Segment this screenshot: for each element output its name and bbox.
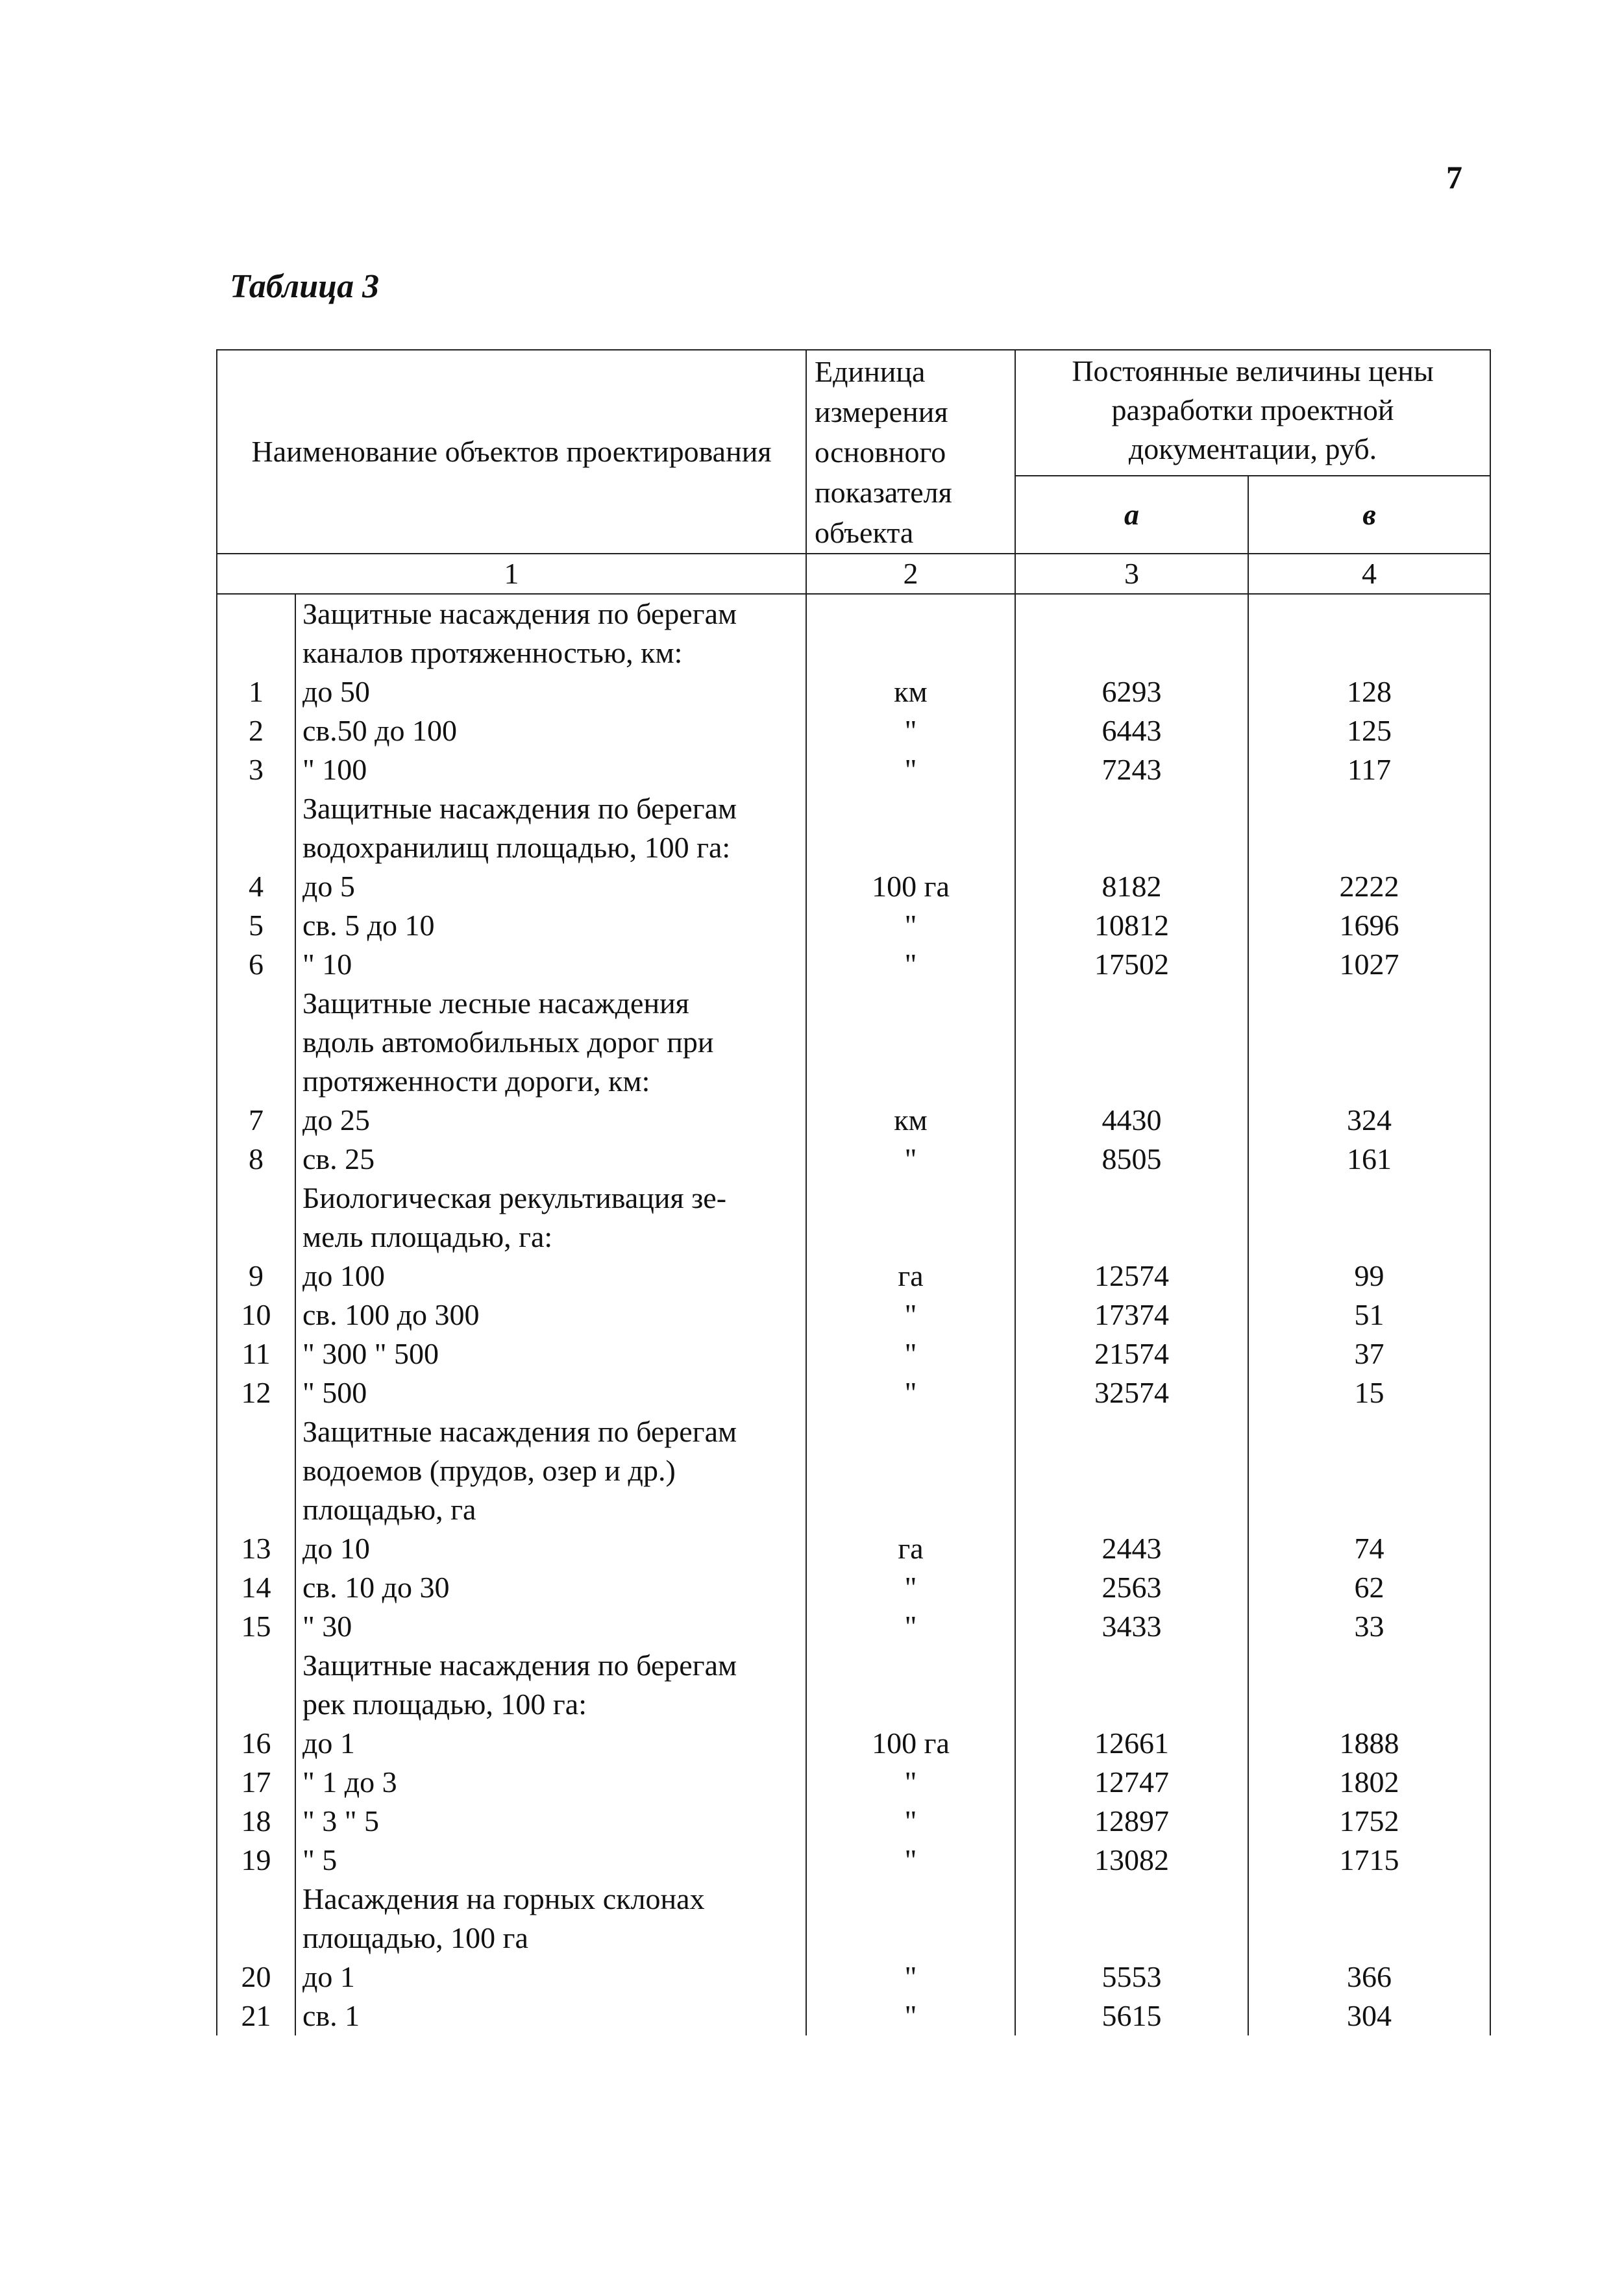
value-a: 7243 (1015, 750, 1248, 789)
unit-cell (806, 1490, 1015, 1529)
unit-cell: 100 га (806, 867, 1015, 906)
row-number (217, 594, 295, 633)
unit-cell (806, 633, 1015, 672)
value-a (1015, 789, 1248, 828)
unit-cell (806, 1919, 1015, 1958)
value-a: 2563 (1015, 1568, 1248, 1607)
table-row (217, 1412, 1490, 1451)
table-row (217, 1607, 1490, 1646)
object-name: рек площадью, 100 га: (295, 1685, 806, 1724)
header-name-column: Наименование объектов проектирования (217, 350, 806, 554)
table-row (217, 1880, 1490, 1919)
value-a (1015, 1451, 1248, 1490)
unit-cell (806, 1451, 1015, 1490)
table-row (217, 867, 1490, 906)
value-a (1015, 1218, 1248, 1257)
unit-cell: км (806, 1101, 1015, 1140)
value-b (1248, 1880, 1490, 1919)
unit-cell (806, 1179, 1015, 1218)
row-number: 9 (217, 1257, 295, 1296)
value-b: 125 (1248, 711, 1490, 750)
value-a: 6293 (1015, 672, 1248, 711)
column-number: 2 (806, 554, 1015, 594)
value-b: 324 (1248, 1101, 1490, 1140)
row-number (217, 1023, 295, 1062)
table-row (217, 1490, 1490, 1529)
row-number (217, 1685, 295, 1724)
object-name: св. 1 (295, 1997, 806, 2035)
value-b (1248, 1646, 1490, 1685)
value-b: 366 (1248, 1958, 1490, 1997)
object-name: " 1 до 3 (295, 1763, 806, 1802)
table-row (217, 672, 1490, 711)
value-b: 1696 (1248, 906, 1490, 945)
object-name: Защитные насаждения по берегам (295, 1412, 806, 1451)
table-row (217, 1140, 1490, 1179)
object-name: до 1 (295, 1724, 806, 1763)
value-b (1248, 1023, 1490, 1062)
row-number: 20 (217, 1958, 295, 1997)
value-b: 99 (1248, 1257, 1490, 1296)
value-b: 37 (1248, 1334, 1490, 1373)
value-b: 51 (1248, 1296, 1490, 1334)
unit-cell: " (806, 711, 1015, 750)
value-a (1015, 1179, 1248, 1218)
object-name: Защитные лесные насаждения (295, 984, 806, 1023)
header-sub-b: в (1248, 476, 1490, 554)
value-b (1248, 984, 1490, 1023)
table-row (217, 1841, 1490, 1880)
value-b: 74 (1248, 1529, 1490, 1568)
row-number: 13 (217, 1529, 295, 1568)
table-row (217, 1802, 1490, 1841)
table-row (217, 1296, 1490, 1334)
unit-cell: " (806, 906, 1015, 945)
object-name: до 50 (295, 672, 806, 711)
unit-cell: " (806, 1296, 1015, 1334)
value-b: 1802 (1248, 1763, 1490, 1802)
table-row (217, 1334, 1490, 1373)
unit-cell: га (806, 1257, 1015, 1296)
value-b: 2222 (1248, 867, 1490, 906)
table-row (217, 1373, 1490, 1412)
value-b (1248, 594, 1490, 633)
value-a: 21574 (1015, 1334, 1248, 1373)
unit-cell: га (806, 1529, 1015, 1568)
row-number (217, 1490, 295, 1529)
value-a (1015, 1023, 1248, 1062)
row-number (217, 1919, 295, 1958)
object-name: вдоль автомобильных дорог при (295, 1023, 806, 1062)
object-name: " 10 (295, 945, 806, 984)
row-number (217, 984, 295, 1023)
row-number (217, 1451, 295, 1490)
value-b (1248, 1218, 1490, 1257)
table-row (217, 1958, 1490, 1997)
table-row (217, 1919, 1490, 1958)
row-number: 15 (217, 1607, 295, 1646)
value-a (1015, 594, 1248, 633)
column-number: 1 (217, 554, 806, 594)
object-name: водоемов (прудов, озер и др.) (295, 1451, 806, 1490)
unit-cell: " (806, 945, 1015, 984)
unit-cell: " (806, 1607, 1015, 1646)
unit-cell (806, 984, 1015, 1023)
value-a: 3433 (1015, 1607, 1248, 1646)
column-number-row (217, 554, 1490, 594)
row-number (217, 1880, 295, 1919)
value-a (1015, 828, 1248, 867)
unit-cell: 100 га (806, 1724, 1015, 1763)
object-name: " 5 (295, 1841, 806, 1880)
table-row (217, 1062, 1490, 1101)
table-row (217, 1179, 1490, 1218)
unit-cell (806, 828, 1015, 867)
object-name: протяженности дороги, км: (295, 1062, 806, 1101)
object-name: " 3 " 5 (295, 1802, 806, 1841)
unit-cell (806, 1062, 1015, 1101)
row-number (217, 1646, 295, 1685)
value-b (1248, 1490, 1490, 1529)
table-row (217, 1101, 1490, 1140)
unit-cell: " (806, 1568, 1015, 1607)
value-a: 5553 (1015, 1958, 1248, 1997)
object-name: Биологическая рекультивация зе- (295, 1179, 806, 1218)
value-b: 304 (1248, 1997, 1490, 2035)
page-number: 7 (1446, 159, 1462, 195)
object-name: мель площадью, га: (295, 1218, 806, 1257)
value-a: 10812 (1015, 906, 1248, 945)
object-name: водохранилищ площадью, 100 га: (295, 828, 806, 867)
object-name: площадью, га (295, 1490, 806, 1529)
row-number: 21 (217, 1997, 295, 2035)
value-a: 12574 (1015, 1257, 1248, 1296)
table-title: Таблица 3 (230, 268, 380, 305)
value-b (1248, 828, 1490, 867)
table-row (217, 789, 1490, 828)
object-name: до 100 (295, 1257, 806, 1296)
unit-cell (806, 1218, 1015, 1257)
value-a: 12747 (1015, 1763, 1248, 1802)
row-number: 6 (217, 945, 295, 984)
value-a (1015, 1919, 1248, 1958)
row-number: 16 (217, 1724, 295, 1763)
object-name: " 30 (295, 1607, 806, 1646)
object-name: Насаждения на горных склонах (295, 1880, 806, 1919)
row-number: 2 (217, 711, 295, 750)
table-row (217, 945, 1490, 984)
price-table (216, 349, 1491, 2035)
value-a (1015, 1685, 1248, 1724)
object-name: Защитные насаждения по берегам (295, 789, 806, 828)
row-number (217, 828, 295, 867)
object-name: до 1 (295, 1958, 806, 1997)
row-number: 14 (217, 1568, 295, 1607)
table-row (217, 750, 1490, 789)
object-name: Защитные насаждения по берегам (295, 594, 806, 633)
unit-cell: " (806, 1763, 1015, 1802)
row-number: 11 (217, 1334, 295, 1373)
object-name: " 100 (295, 750, 806, 789)
row-number: 19 (217, 1841, 295, 1880)
unit-cell: " (806, 1997, 1015, 2035)
unit-cell: " (806, 1140, 1015, 1179)
row-number (217, 789, 295, 828)
value-a: 13082 (1015, 1841, 1248, 1880)
row-number: 1 (217, 672, 295, 711)
unit-cell: " (806, 1334, 1015, 1373)
value-b: 33 (1248, 1607, 1490, 1646)
row-number (217, 633, 295, 672)
value-b (1248, 789, 1490, 828)
column-number: 4 (1248, 554, 1490, 594)
value-a: 5615 (1015, 1997, 1248, 2035)
value-a: 8182 (1015, 867, 1248, 906)
row-number: 8 (217, 1140, 295, 1179)
value-b (1248, 1919, 1490, 1958)
table-row (217, 1763, 1490, 1802)
unit-cell (806, 1685, 1015, 1724)
column-number: 3 (1015, 554, 1248, 594)
row-number: 12 (217, 1373, 295, 1412)
table-header (217, 350, 1490, 594)
value-a: 8505 (1015, 1140, 1248, 1179)
value-a: 12897 (1015, 1802, 1248, 1841)
object-name: каналов протяженностью, км: (295, 633, 806, 672)
row-number: 17 (217, 1763, 295, 1802)
table-row (217, 633, 1490, 672)
row-number: 4 (217, 867, 295, 906)
table-row (217, 1685, 1490, 1724)
table-row (217, 1646, 1490, 1685)
object-name: св. 100 до 300 (295, 1296, 806, 1334)
value-b (1248, 1685, 1490, 1724)
unit-cell: " (806, 750, 1015, 789)
table-row (217, 1529, 1490, 1568)
value-b: 15 (1248, 1373, 1490, 1412)
table-row (217, 1724, 1490, 1763)
header-unit-column: Единица измерения основного показателя объекта (806, 350, 1015, 554)
unit-cell (806, 1646, 1015, 1685)
value-a (1015, 1062, 1248, 1101)
value-b: 128 (1248, 672, 1490, 711)
value-b: 62 (1248, 1568, 1490, 1607)
unit-cell (806, 1412, 1015, 1451)
value-b (1248, 1179, 1490, 1218)
object-name: " 500 (295, 1373, 806, 1412)
header-sub-a: а (1015, 476, 1248, 554)
unit-cell (806, 594, 1015, 633)
unit-cell: " (806, 1841, 1015, 1880)
value-b (1248, 1062, 1490, 1101)
unit-cell (806, 789, 1015, 828)
row-number: 18 (217, 1802, 295, 1841)
value-b: 161 (1248, 1140, 1490, 1179)
unit-cell: " (806, 1802, 1015, 1841)
table-row (217, 1218, 1490, 1257)
unit-cell: " (806, 1373, 1015, 1412)
table-row (217, 828, 1490, 867)
header-constants-column: Постоянные величины цены разработки проектной документации, руб. (1015, 350, 1490, 476)
value-a: 6443 (1015, 711, 1248, 750)
object-name: " 300 " 500 (295, 1334, 806, 1373)
table-row (217, 594, 1490, 633)
value-b: 1752 (1248, 1802, 1490, 1841)
row-number (217, 1218, 295, 1257)
value-b (1248, 1451, 1490, 1490)
unit-cell: км (806, 672, 1015, 711)
value-a (1015, 1646, 1248, 1685)
value-b (1248, 633, 1490, 672)
row-number (217, 1179, 295, 1218)
value-a (1015, 633, 1248, 672)
unit-cell (806, 1023, 1015, 1062)
value-a: 17374 (1015, 1296, 1248, 1334)
object-name: Защитные насаждения по берегам (295, 1646, 806, 1685)
object-name: до 10 (295, 1529, 806, 1568)
value-a (1015, 984, 1248, 1023)
row-number: 3 (217, 750, 295, 789)
object-name: св. 25 (295, 1140, 806, 1179)
unit-cell: " (806, 1958, 1015, 1997)
table-row (217, 711, 1490, 750)
table-row (217, 984, 1490, 1023)
table-row (217, 1997, 1490, 2035)
value-a (1015, 1880, 1248, 1919)
object-name: до 5 (295, 867, 806, 906)
row-number (217, 1412, 295, 1451)
row-number: 10 (217, 1296, 295, 1334)
table-body (217, 594, 1490, 2035)
table-row (217, 1568, 1490, 1607)
object-name: площадью, 100 га (295, 1919, 806, 1958)
table-row (217, 1451, 1490, 1490)
value-a: 17502 (1015, 945, 1248, 984)
value-b: 1027 (1248, 945, 1490, 984)
value-a: 12661 (1015, 1724, 1248, 1763)
value-b: 1888 (1248, 1724, 1490, 1763)
value-a: 2443 (1015, 1529, 1248, 1568)
value-a (1015, 1412, 1248, 1451)
value-a: 4430 (1015, 1101, 1248, 1140)
value-a: 32574 (1015, 1373, 1248, 1412)
object-name: до 25 (295, 1101, 806, 1140)
object-name: св.50 до 100 (295, 711, 806, 750)
unit-cell (806, 1880, 1015, 1919)
value-b (1248, 1412, 1490, 1451)
object-name: св. 10 до 30 (295, 1568, 806, 1607)
value-a (1015, 1490, 1248, 1529)
row-number: 5 (217, 906, 295, 945)
value-b: 1715 (1248, 1841, 1490, 1880)
value-b: 117 (1248, 750, 1490, 789)
row-number (217, 1062, 295, 1101)
table-row (217, 1257, 1490, 1296)
table-row (217, 1023, 1490, 1062)
row-number: 7 (217, 1101, 295, 1140)
object-name: св. 5 до 10 (295, 906, 806, 945)
table-row (217, 906, 1490, 945)
